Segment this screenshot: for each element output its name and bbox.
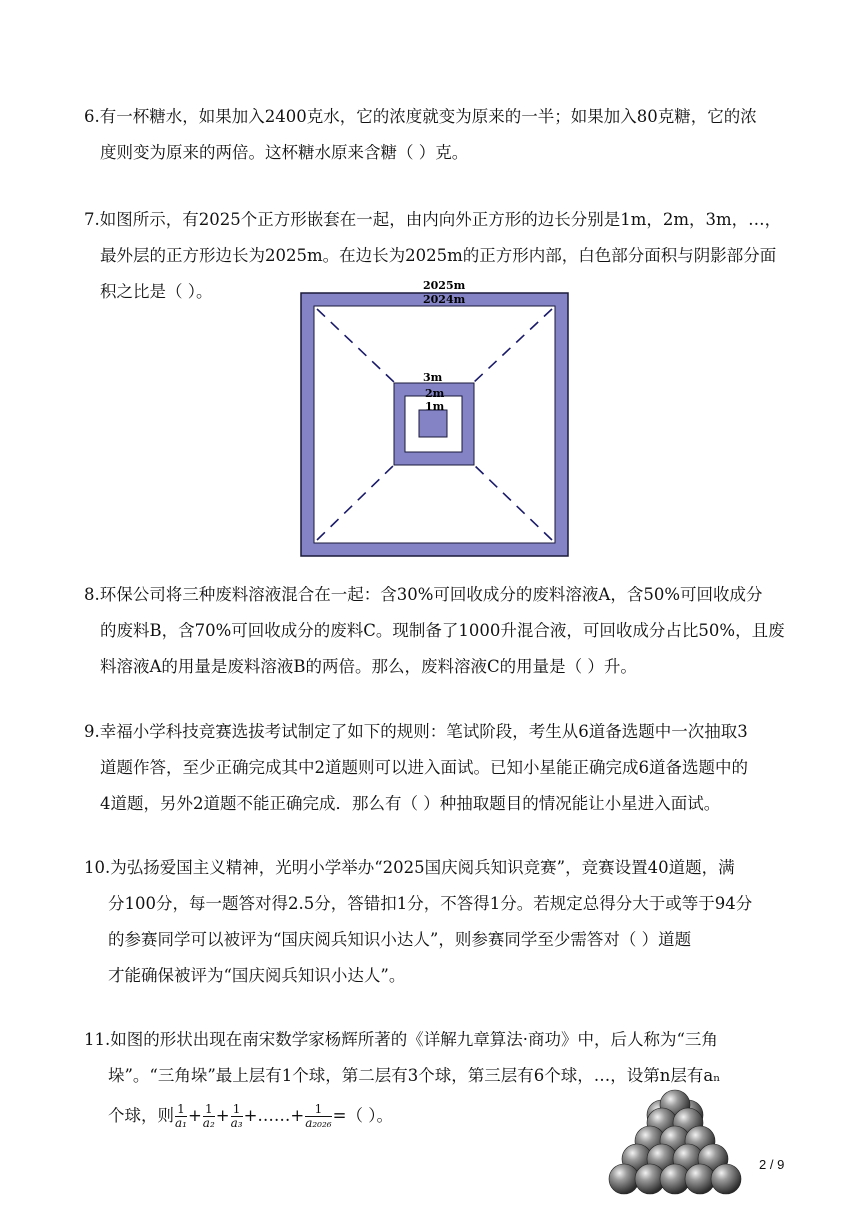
question-text: 有一杯糖水，如果加入2400克水，它的浓度就变为原来的一半；如果加入80克糖，它的浓 <box>99 107 757 126</box>
fraction-numerator: 1 <box>305 1103 331 1117</box>
question-number: 7. <box>84 210 100 229</box>
fraction-3 <box>231 1103 243 1130</box>
fraction-1 <box>175 1103 187 1130</box>
question-text: 的废料B，含70%可回收成分的废料C。现制备了1000升混合液，可回收成分占比50%，且废 <box>100 621 785 640</box>
question-9-line-1 <box>84 714 794 750</box>
question-text: 才能确保被评为“国庆阅兵知识小达人”。 <box>108 966 406 985</box>
fraction-denominator: a₁ <box>175 1116 187 1130</box>
question-text: 度则变为原来的两倍。这杯糖水原来含糖（ ）克。 <box>100 143 469 162</box>
question-10-line-2 <box>84 886 794 922</box>
triangular-ball-pile-figure <box>600 1085 750 1205</box>
question-10-line-4 <box>84 958 794 994</box>
label-2024m: 2024m <box>423 293 466 306</box>
ball <box>711 1164 741 1194</box>
question-8-line-1 <box>84 577 794 613</box>
question-text: 分100分，每一题答对得2.5分，答错扣1分，不答得1分。若规定总得分大于或等于94分 <box>108 894 753 913</box>
question-8 <box>84 577 794 685</box>
question-10 <box>84 850 794 994</box>
question-10-line-1 <box>84 850 794 886</box>
question-number: 8. <box>84 585 100 604</box>
question-10-line-3 <box>84 922 794 958</box>
question-11-formula-line: 个球，则 $\frac{1}{\text{a₁}}$ + $\frac{1}{\text{a₂}}$ + $\frac{1}{\text{a₃}}$ +……+ $\frac{1}{\text{a₂₀₂₆}}$ =（ ）。 <box>108 1102 393 1130</box>
fraction-numerator: 1 <box>175 1103 187 1117</box>
fraction-denominator: a₂ <box>202 1116 215 1130</box>
question-text: 的参赛同学可以被评为“国庆阅兵知识小达人”，则参赛同学至少需答对（ ）道题 <box>108 930 692 949</box>
label-3m: 3m <box>423 371 443 384</box>
balls-group <box>609 1090 741 1194</box>
question-text: 垛”。“三角垛”最上层有1个球，第二层有3个球，第三层有6个球，…，设第n层有aₙ <box>108 1066 721 1085</box>
label-1m: 1m <box>425 400 445 413</box>
label-2025m: 2025m <box>423 280 466 292</box>
question-text: 为弘扬爱国主义精神，光明小学举办“2025国庆阅兵知识竞赛”，竞赛设置40道题，满 <box>110 858 735 877</box>
ball <box>685 1164 715 1194</box>
question-text: 最外层的正方形边长为2025m。在边长为2025m的正方形内部，白色部分面积与阴影部分面 <box>100 246 777 265</box>
formula-ellipsis: +……+ <box>243 1106 305 1125</box>
formula-prefix: 个球，则 <box>108 1106 174 1125</box>
question-6 <box>84 99 794 171</box>
fraction-last <box>305 1103 331 1130</box>
question-text: 环保公司将三种废料溶液混合在一起：含30%可回收成分的废料溶液A，含50%可回收成分 <box>99 585 763 604</box>
question-text: 积之比是（ ）。 <box>100 282 213 301</box>
question-6-line-1 <box>84 99 794 135</box>
fraction-denominator: a₃ <box>230 1116 243 1130</box>
question-9-line-3 <box>84 786 794 822</box>
question-text: 料溶液A的用量是废料溶液B的两倍。那么，废料溶液C的用量是（ ）升。 <box>100 657 637 676</box>
question-number: 11. <box>84 1030 111 1049</box>
question-text: 4道题，另外2道题不能正确完成．那么有（ ）种抽取题目的情况能让小星进入面试。 <box>100 794 721 813</box>
question-text: 如图的形状出现在南宋数学家杨辉所著的《详解九章算法·商功》中，后人称为“三角 <box>110 1030 718 1049</box>
question-text: 幸福小学科技竞赛选拔考试制定了如下的规则：笔试阶段，考生从6道备选题中一次抽取3 <box>99 722 748 741</box>
question-8-line-3 <box>84 649 794 685</box>
question-7-line-1 <box>84 202 794 238</box>
fraction-numerator: 1 <box>203 1103 215 1117</box>
question-9-line-2 <box>84 750 794 786</box>
question-number: 9. <box>84 722 100 741</box>
label-2m: 2m <box>425 387 445 400</box>
question-number: 10. <box>84 858 111 877</box>
question-number: 6. <box>84 107 100 126</box>
question-9 <box>84 714 794 822</box>
square-1m <box>419 410 447 437</box>
question-11-line-1 <box>84 1022 794 1058</box>
ball <box>609 1164 639 1194</box>
question-text: 道题作答，至少正确完成其中2道题则可以进入面试。已知小星能正确完成6道备选题中的 <box>100 758 748 777</box>
fraction-numerator: 1 <box>231 1103 243 1117</box>
fraction-2 <box>203 1103 215 1130</box>
formula-suffix: =（ ）。 <box>332 1106 393 1125</box>
page-number: 2 / 9 <box>759 1157 785 1172</box>
question-8-line-2 <box>84 613 794 649</box>
nested-squares-figure <box>295 280 577 562</box>
fraction-denominator: a₂₀₂₆ <box>305 1116 332 1130</box>
question-7-line-2 <box>84 238 794 274</box>
question-6-line-2 <box>84 135 794 171</box>
question-text: 如图所示，有2025个正方形嵌套在一起，由内向外正方形的边长分别是1m，2m，3m，…， <box>99 210 782 229</box>
